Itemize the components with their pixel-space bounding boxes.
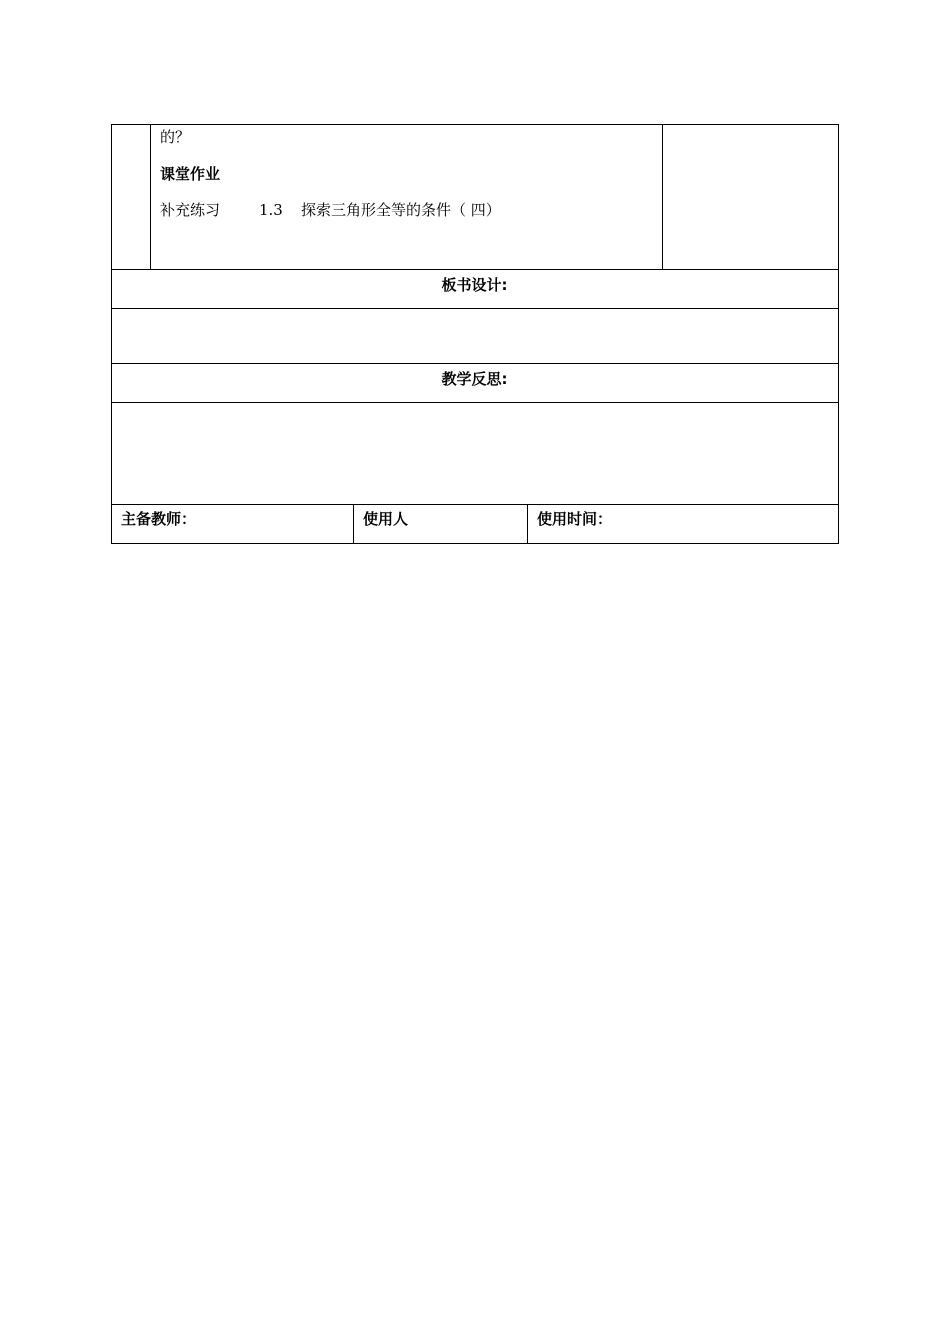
table-border-top	[111, 124, 839, 125]
user-label: 使用人	[363, 510, 409, 528]
row-divider	[111, 363, 839, 364]
row-divider	[111, 269, 839, 270]
column-divider	[353, 504, 354, 544]
row-divider	[111, 504, 839, 505]
row-divider	[111, 308, 839, 309]
column-divider	[527, 504, 528, 544]
table-border-bottom	[111, 543, 839, 544]
column-divider	[662, 124, 663, 270]
reflection-heading: 教学反思:	[441, 370, 508, 388]
board-design-heading: 板书设计:	[441, 276, 508, 294]
table-border-right	[838, 124, 839, 544]
use-time-label: 使用时间：	[537, 510, 613, 528]
row-divider	[111, 402, 839, 403]
homework-section: 1.3	[259, 201, 283, 219]
homework-heading: 课堂作业	[160, 165, 221, 183]
continuation-text: 的？	[160, 128, 191, 146]
column-divider	[150, 124, 151, 270]
table-border-left	[111, 124, 112, 544]
homework-label: 补充练习	[160, 201, 221, 219]
homework-title: 探索三角形全等的条件（ 四）	[301, 201, 501, 219]
lead-teacher-label: 主备教师：	[121, 510, 197, 528]
